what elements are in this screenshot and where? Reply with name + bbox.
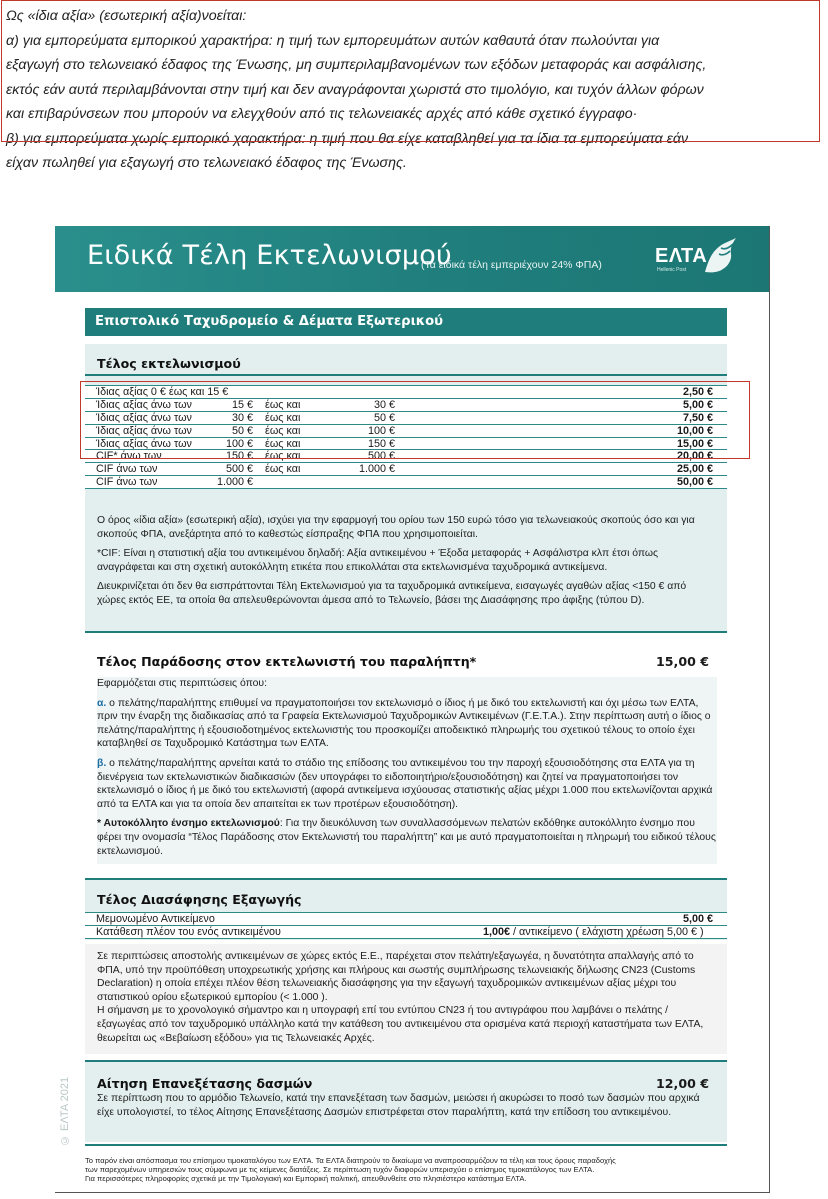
quote-line: είχαν πωληθεί για εξαγωγή στο τελωνειακό έδαφος της Ένωσης. xyxy=(6,155,407,171)
quote-line: β) για εμπορεύματα χωρίς εμπορικό χαρακτήρα: η τιμή που θα είχε καταβληθεί για τα ίδια τα εμπορεύματα εάν xyxy=(6,130,689,147)
row-from: 15 € xyxy=(231,398,253,411)
footer-line: Για περισσότερες πληροφορίες σχετικά με την Τιμολογιακή και Εμπορική πολιτική, απευθυνθείτε στο πλησιέστερο κατάστημα ΕΛΤΑ. xyxy=(85,1174,527,1184)
fee-leaflet xyxy=(55,226,769,1192)
rate-note: / αντικείμενο ( ελάχιστη χρέωση 5,00 € ) xyxy=(510,925,704,938)
row-and: έως και xyxy=(265,424,301,437)
scan-edge xyxy=(769,226,770,1192)
row-to: 1.000 € xyxy=(358,463,395,476)
hermes-head-icon xyxy=(699,236,739,280)
delivery-fee-title: Τέλος Παράδοσης στον εκτελωνιστή του παραλήπτη* xyxy=(97,654,477,669)
table-row xyxy=(85,386,727,399)
sticker-text: : Για την διευκόλυνση των συναλλασσόμενων πελατών εκδόθηκε αυτοκόλλητο ένσημο που φέρει την ονομασία “Τέλος Παράδοσης στον Εκτελωνιστή του παραλήπτη” και με αυτό πραγματοποιείται η πληρωμή του ειδικού τέλους εκτελωνισμού. xyxy=(97,818,716,857)
table-row xyxy=(85,450,727,463)
logo-subtext: Hellenic Post xyxy=(657,267,687,273)
row-label: CIF* άνω των xyxy=(96,450,162,463)
row-label: CIF άνω των xyxy=(96,463,158,476)
row-to: 100 € xyxy=(367,424,395,437)
leaflet-footer xyxy=(85,1156,735,1184)
quote-line: εκτός εάν αυτά περιλαμβάνονται στην τιμή και δεν αναγράφονται χωριστά στο τιμολόγιο, και τυχόν άλλων φόρων xyxy=(6,81,704,98)
rate-amount: 1,00€ xyxy=(483,925,511,938)
leaflet-title: Ειδικά Τέλη Εκτελωνισμού xyxy=(87,240,452,271)
row-from: 500 € xyxy=(225,463,253,476)
note-paragraph: Ο όρος «ίδια αξία» (εσωτερική αξία), ισχύει για την εφαρμογή του ορίου των 150 ευρώ τόσο για τελωνειακούς σκοπούς όσο και για σκοπούς ΦΠΑ, ανεξάρτητα από το καθεστώς είσπραξης ΦΠΑ που χρησιμοποιείται. xyxy=(97,515,695,540)
row-and: έως και xyxy=(265,450,301,463)
row-label: Ίδιας αξίας άνω των xyxy=(96,424,192,437)
note-paragraph: Διευκρινίζεται ότι δεν θα εισπράττονται Τέλη Εκτελωνισμού για τα ταχυδρομικά αντικείμενα, εισαγωγές αγαθών αξίας <150 € από χώρες εκτός ΕΕ, τα οποία θα απελευθερώνονται άμεσα από το Τελωνείο, βάσει της Διασάφησης προ άφιξης (τύπου D). xyxy=(97,581,687,606)
row-to: 150 € xyxy=(367,437,395,450)
case-a-text: ο πελάτης/παραλήπτης επιθυμεί να πραγματοποιήσει τον εκτελωνισμό ο ίδιος ή με δικό του εκτελωνιστή και όχι μέσω των ΕΛΤΑ, πριν την έναρξη της διαδικασίας από τα Γραφεία Εκτελωνισμού Ταχυδρομικών Αντικειμένων (Γ.Ε.Τ.Α.). Στην περίπτωση αυτή ο ίδιος ο πελάτης/παραλήπτης ή εξουσιοδοτημένος εκτελωνιστής του προσκομίζει αποδεικτικό πληρωμής του σχετικού τέλους το οποίο έχει καταβληθεί σε Ταχυδρομικό Κατάστημα των ΕΛΤΑ. xyxy=(97,697,711,750)
quote-line: α) για εμπορεύματα εμπορικού χαρακτήρα: η τιμή των εμπορευμάτων αυτών καθαυτά όταν πωλούνται για xyxy=(6,32,660,49)
export-fee-table xyxy=(85,912,727,939)
table-row xyxy=(85,438,727,451)
divider xyxy=(85,374,727,376)
table-row xyxy=(85,913,727,926)
delivery-intro: Εφαρμόζεται στις περιπτώσεις όπου: xyxy=(97,678,267,689)
clearance-notes xyxy=(97,514,717,614)
logo-text: ΕΛΤΑ xyxy=(655,245,708,267)
review-fee-text: Σε περίπτωση που το αρμόδιο Τελωνείο, κατά την επανεξέταση των δασμών, μειώσει ή ακυρώσει το ποσό των δασμών που αρχικά είχε υπολογιστεί, το τέλος Αίτησης Επανεξέτασης Δασμών επιστρέφεται στον παραλήπτη, κατά την επίδοση του αντικειμένου. xyxy=(97,1093,700,1118)
quote-line: και επιβαρύνσεων που μπορούν να ελεγχθούν από τις τελωνειακές αρχές από κάθε σχετικό έγγραφο· xyxy=(6,106,638,122)
row-and: έως και xyxy=(265,398,301,411)
row-fee: 10,00 € xyxy=(676,424,713,437)
review-fee-amount: 12,00 € xyxy=(656,1076,709,1091)
note-paragraph: *CIF: Είναι η στατιστική αξία του αντικειμένου δηλαδή: Αξία αντικειμένου + Έξοδα μεταφοράς + Ασφάλιστρα κλπ έτσι όπως αναγράφεται και στη σχετική αυτοκόλλητη ετικέτα που επικολλάται στα εκτελωνισμένα ταχυδρομικά αντικείμενα. xyxy=(97,548,659,573)
leaflet-subtitle: (Τα ειδικά τέλη εμπεριέχουν 24% ΦΠΑ) xyxy=(421,259,602,271)
export-paragraph: Σε περιπτώσεις αποστολής αντικειμένων σε χώρες εκτός Ε.Ε., παρέχεται στον πελάτη/εξαγωγέα, η δυνατότητα απαλλαγής από το ΦΠΑ, υπό την προϋπόθεση υποχρεωτικής χρήσης και πλήρους και σωστής συμπλήρωσης τελωνειακής δήλωσης CN23 (Customs Declaration) η οποία επέχει πλέον θέση τελωνειακής διασάφησης για την εξαγωγή ταχυδρομικών αντικειμένων αξίας μέχρι του στατιστικού ορίου εξωτερικού εμπορίου (< 1.000 ). xyxy=(97,951,696,1003)
row-from: 100 € xyxy=(225,437,253,450)
row-fee: 5,00 € xyxy=(682,913,713,925)
row-from: 150 € xyxy=(225,450,253,463)
clearance-fee-table xyxy=(85,385,727,489)
export-notes xyxy=(97,950,717,1051)
divider xyxy=(85,1144,727,1146)
row-from: 50 € xyxy=(231,424,253,437)
export-paragraph: Η σήμανση με το χρονολογικό σήμαντρο και η υπογραφή επί του εντύπου CN23 ή του αντιγράφου που λαμβάνει ο πελάτης / εξαγωγέας από τον ταχυδρομικό υπάλληλο κατά την κατάθεση του αντικειμένου στα ορισμένα κατά περιοχή καταστήματα των ΕΛΤΑ, θεωρείται ως «Βεβαίωση εξόδου» για τις Τελωνειακές Αρχές. xyxy=(97,1005,704,1044)
delivery-fee-text xyxy=(97,677,717,864)
sticker-label: * Αυτοκόλλητο ένσημο εκτελωνισμού xyxy=(97,818,280,830)
table-row xyxy=(85,926,727,939)
row-fee: 15,00 € xyxy=(676,437,713,450)
row-fee: 5,00 € xyxy=(682,398,713,411)
table-row xyxy=(85,463,727,476)
row-label: Μεμονωμένο Αντικείμενο xyxy=(96,913,215,925)
row-and: έως και xyxy=(265,463,301,476)
row-label: Ίδιας αξίας άνω των xyxy=(96,398,192,411)
row-label: Ίδιας αξίας άνω των xyxy=(96,411,192,424)
delivery-fee-amount: 15,00 € xyxy=(656,654,709,669)
sticker-note xyxy=(97,817,717,858)
row-fee: 25,00 € xyxy=(676,463,713,476)
table-row xyxy=(85,425,727,438)
row-to: 500 € xyxy=(367,450,395,463)
export-fee-title: Τέλος Διασάφησης Εξαγωγής xyxy=(97,892,302,907)
delivery-case-b xyxy=(97,757,717,811)
divider xyxy=(85,631,727,633)
elta-logo xyxy=(651,234,741,284)
row-label: CIF άνω των xyxy=(96,476,158,489)
case-b-label: β. xyxy=(97,757,107,769)
row-and: έως και xyxy=(265,411,301,424)
footer-line: Το παρόν είναι απόσπασμα του επίσημου τιμοκαταλόγου των ΕΛΤΑ. Τα ΕΛΤΑ διατηρούν το δικαίωμα να αναπροσαρμόζουν τα τέλη και τους όρους παραδοχής xyxy=(85,1156,616,1165)
case-a-label: α. xyxy=(97,697,107,709)
row-label: Κατάθεση πλέον του ενός αντικειμένου xyxy=(96,925,281,938)
review-fee-title: Αίτηση Επανεξέτασης δασμών xyxy=(97,1076,313,1091)
delivery-case-a xyxy=(97,697,717,751)
quote-line: Ως «ίδια αξία» (εσωτερική αξία)νοείται: xyxy=(6,8,247,24)
row-from: 30 € xyxy=(231,411,253,424)
row-label: Ίδιας αξίας άνω των xyxy=(96,437,192,450)
row-rate xyxy=(483,926,704,938)
copyright-text: © ΕΛΤΑ 2021 xyxy=(59,1076,71,1146)
quote-text xyxy=(6,4,824,176)
scan-edge xyxy=(55,1192,770,1193)
row-and: έως και xyxy=(265,437,301,450)
row-from: 1.000 € xyxy=(216,476,253,489)
table-row xyxy=(85,476,727,489)
clearance-fee-title: Τέλος εκτελωνισμού xyxy=(97,356,241,371)
row-fee: 7,50 € xyxy=(682,411,713,424)
row-fee: 20,00 € xyxy=(676,450,713,463)
section-header: Επιστολικό Ταχυδρομείο & Δέματα Εξωτερικού xyxy=(85,308,727,336)
row-label: Ίδιας αξίας 0 € έως και 15 € xyxy=(96,386,229,398)
case-b-text: ο πελάτης/παραλήπτης αρνείται κατά το στάδιο της επίδοσης του αντικειμένου του την παροχή εξουσιοδότησης στα ΕΛΤΑ για τη διενέργεια των εκτελωνιστικών διαδικασιών (δεν υπογράφει το ειδοποιητήριο/εξουσιοδότηση) και ζητεί να πραγματοποιήσει τον εκτελωνισμό ο ίδιος ή με δικό του εκτελωνιστή (αφορά αντικείμενα ισχύουσας στατιστικής αξίας μέχρι 1.000 που εκτελωνίζονται αρχικά από τα ΕΛΤΑ και για τα οποία δεν απαιτείται εκ των προτέρων εξουσιοδότηση). xyxy=(97,757,713,810)
row-fee: 50,00 € xyxy=(676,476,713,489)
table-row xyxy=(85,399,727,412)
row-to: 50 € xyxy=(373,411,395,424)
row-to: 30 € xyxy=(373,398,395,411)
footer-line: των παρεχομένων υπηρεσιών τους σύμφωνα με τις κείμενες διατάξεις. Σε περίπτωση τυχόν διαφορών υπερισχύει ο επίσημος τιμοκατάλογος των ΕΛΤΑ. xyxy=(85,1165,595,1175)
row-fee: 2,50 € xyxy=(682,386,713,398)
quote-line: εξαγωγή στο τελωνειακό έδαφος της Ένωσης, μη συμπεριλαμβανομένων των εξόδων μεταφοράς και ασφάλισης, xyxy=(6,57,707,73)
table-row xyxy=(85,412,727,425)
leaflet-banner xyxy=(55,226,769,292)
